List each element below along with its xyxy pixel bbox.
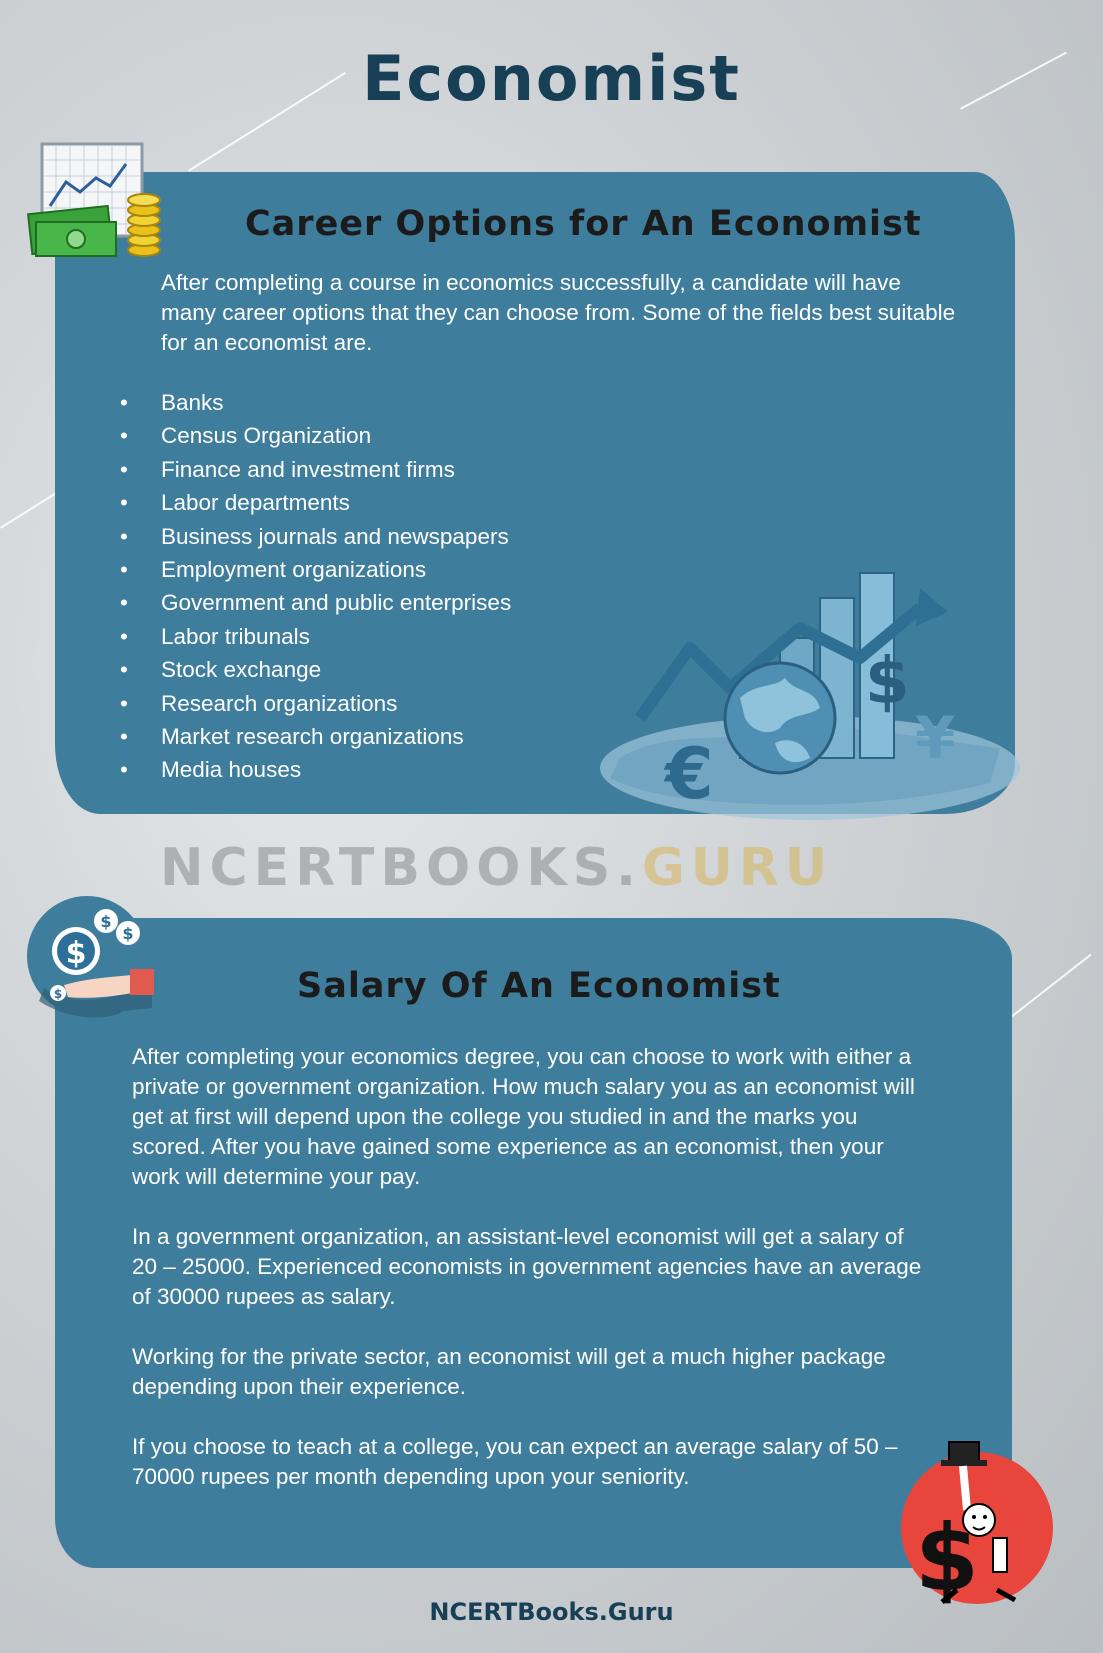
watermark-text: NCERTBOOKS. [160,838,642,898]
salary-paragraph: Working for the private sector, an economist will get a much higher package depending upon their experience. [132,1344,886,1399]
bg-line [0,490,60,529]
svg-text:€: € [665,733,714,815]
list-item: • Government and public enterprises [120,586,511,619]
list-item: • Media houses [120,753,511,786]
list-item: • Market research organizations [120,720,511,753]
list-item: • Finance and investment firms [120,453,511,486]
svg-text:¥: ¥ [915,704,956,772]
career-heading: Career Options for An Economist [245,204,922,244]
svg-text:$: $ [65,936,87,971]
svg-text:$: $ [865,645,910,719]
dollar-man-icon [897,1440,1057,1605]
svg-text:$: $ [915,1505,980,1605]
salary-text [132,1042,922,1522]
list-item: • Labor departments [120,486,511,519]
list-item: • Business journals and newspapers [120,520,511,553]
svg-text:$: $ [122,924,134,943]
list-item: • Employment organizations [120,553,511,586]
svg-text:$: $ [100,912,112,931]
list-item: • Census Organization [120,419,511,452]
watermark [160,838,833,898]
salary-paragraph: If you choose to teach at a college, you can expect an average salary of 50 – 70000 rupees per month depending upon your seniority. [132,1434,898,1489]
career-options-list [120,386,511,787]
list-item: • Research organizations [120,687,511,720]
career-intro: After completing a course in economics successfully, a candidate will have many career options that they can choose from. Some of the fields best suitable for an economist are. [161,270,956,355]
list-item: • Banks [120,386,511,419]
footer-brand: NCERTBooks.Guru [429,1598,674,1626]
chart-money-icon [26,138,166,278]
salary-heading: Salary Of An Economist [297,966,781,1006]
globe-currency-illustration [580,568,1020,838]
watermark-text: GURU [641,838,834,898]
salary-paragraph: In a government organization, an assistant-level economist will get a salary of 20 – 25000. Experienced economists in government agencies have an average of 30000 rupees as salary. [132,1224,922,1309]
list-item: • Labor tribunals [120,620,511,653]
svg-text:$: $ [53,987,63,1001]
list-item: • Stock exchange [120,653,511,686]
money-hand-icon [24,893,154,1023]
page-title: Economist [362,42,741,115]
salary-paragraph: After completing your economics degree, you can choose to work with either a private or government organization. How much salary you as an economist will get at first will depend upon the college you studied in and the marks you scored. After you have gained some experience as an economist, then your work will determine your pay. [132,1044,915,1189]
